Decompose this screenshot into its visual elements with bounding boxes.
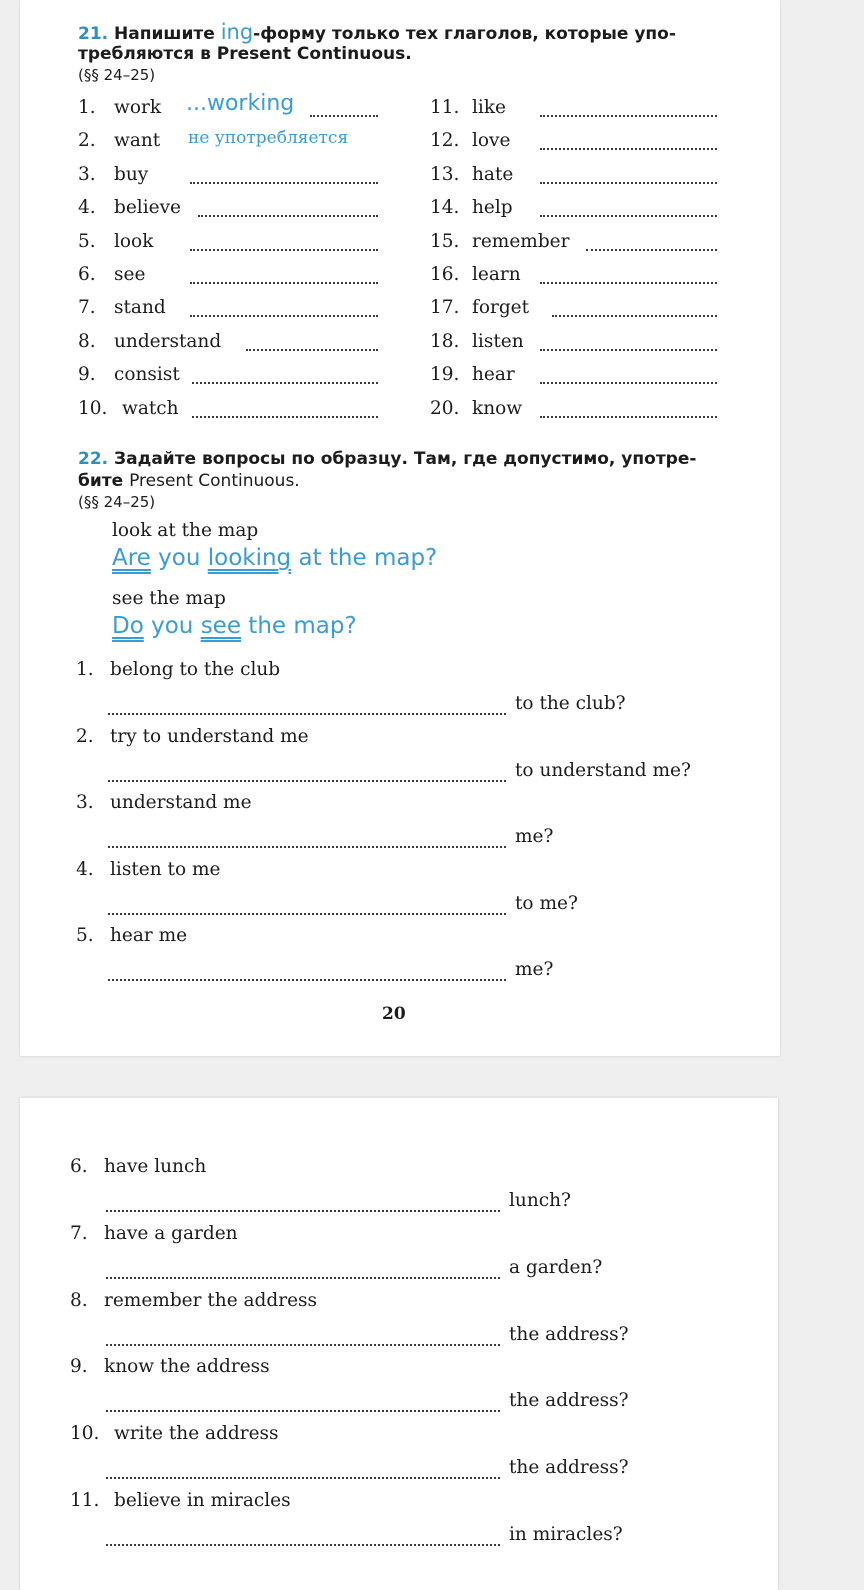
item-ending: me?: [515, 826, 554, 847]
answer-blank: [192, 382, 378, 384]
word: you: [158, 545, 201, 571]
example-1-answer: [112, 545, 437, 571]
item-number: 1.: [78, 97, 96, 118]
item-prompt: try to understand me: [110, 725, 309, 747]
item-number: 8.: [70, 1289, 88, 1311]
item-number: 17.: [430, 297, 460, 319]
item-number: 11.: [70, 1490, 100, 1511]
page-number: 20: [382, 1004, 406, 1024]
item-number: 14.: [430, 197, 460, 219]
verb-label: consist: [114, 364, 180, 386]
item-number: 13.: [430, 163, 460, 185]
verb-label: see: [114, 264, 146, 285]
item-number: 11.: [430, 97, 460, 118]
word: you: [151, 613, 194, 639]
answer-blank: [108, 780, 506, 782]
item-ending: a garden?: [509, 1256, 603, 1278]
item-ending: me?: [515, 959, 554, 980]
item-number: 19.: [430, 364, 460, 386]
word: the map?: [248, 613, 357, 639]
answer-blank: [190, 249, 378, 251]
verb-label: understand: [114, 330, 222, 352]
verb-label: stand: [114, 297, 166, 319]
answer-blank: [192, 416, 378, 418]
item-number: 9.: [70, 1356, 88, 1378]
verb-label: help: [472, 197, 513, 219]
textbook-page-21: [20, 1098, 778, 1590]
example-2-answer: [112, 613, 357, 639]
answer-blank: [190, 182, 378, 184]
answer-blank: [106, 1344, 500, 1346]
handwritten-answer: не употребляется: [188, 128, 349, 149]
answer-blank: [108, 846, 506, 848]
answer-blank: [106, 1544, 500, 1546]
answer-blank: [540, 148, 717, 150]
title-part: -форму только тех глаголов, которые упо-: [253, 24, 676, 44]
answer-blank: [540, 215, 717, 217]
answer-blank: [108, 979, 506, 981]
verb-label: hear: [472, 364, 515, 386]
item-ending: to me?: [515, 892, 578, 914]
exercise-22-ref: (§§ 24–25): [78, 493, 156, 511]
textbook-page-20: [20, 0, 780, 1056]
item-ending: the address?: [509, 1323, 629, 1345]
exercise-22-title: [78, 447, 696, 471]
item-number: 3.: [78, 163, 96, 185]
item-number: 6.: [70, 1156, 88, 1177]
item-number: 12.: [430, 130, 460, 152]
item-number: 3.: [76, 792, 94, 813]
verb-label: learn: [472, 264, 521, 285]
verb-label: watch: [122, 397, 179, 419]
title-part: бите: [78, 471, 124, 491]
answer-blank: [540, 349, 717, 351]
item-number: 7.: [70, 1222, 88, 1244]
item-number: 2.: [76, 725, 94, 747]
item-number: 2.: [78, 130, 96, 152]
item-ending: in miracles?: [509, 1524, 623, 1545]
title-part: Задайте вопросы по образцу. Там, где допустимо, употре-: [114, 449, 697, 469]
item-number: 16.: [430, 264, 460, 285]
verb-label: listen: [472, 330, 524, 352]
item-prompt: have a garden: [104, 1222, 238, 1244]
answer-blank: [586, 249, 717, 251]
exercise-21-title-line2: требляются в Present Continuous.: [78, 44, 412, 64]
answer-blank: [198, 215, 378, 217]
item-number: 15.: [430, 230, 460, 252]
item-number: 6.: [78, 264, 96, 285]
verb-label: like: [472, 97, 506, 118]
item-number: 4.: [76, 858, 94, 880]
title-part: Present Continuous.: [129, 471, 300, 491]
item-prompt: belong to the club: [110, 659, 281, 680]
verb-label: remember: [472, 230, 570, 252]
item-number: 5.: [76, 925, 94, 946]
verb-label: want: [114, 130, 161, 152]
answer-blank: [190, 282, 378, 284]
item-ending: to understand me?: [515, 759, 691, 781]
item-prompt: have lunch: [104, 1156, 207, 1177]
title-part: Напишите: [114, 24, 215, 44]
handwritten-answer: ...working: [186, 91, 295, 116]
exercise-22-title-line2: [78, 469, 300, 493]
item-number: 10.: [78, 397, 108, 419]
item-ending: to the club?: [515, 693, 626, 714]
item-number: 5.: [78, 230, 96, 252]
exercise-21-number: 21.: [78, 24, 109, 44]
item-prompt: believe in miracles: [114, 1490, 291, 1511]
answer-blank: [106, 1210, 500, 1212]
item-ending: the address?: [509, 1457, 629, 1479]
answer-blank: [108, 913, 506, 915]
item-number: 20.: [430, 397, 460, 419]
word: Are: [112, 545, 151, 571]
verb-label: believe: [114, 197, 181, 219]
item-number: 10.: [70, 1423, 100, 1445]
answer-blank: [310, 115, 378, 117]
verb-label: buy: [114, 163, 149, 185]
verb-label: hate: [472, 163, 514, 185]
verb-label: know: [472, 397, 523, 419]
item-prompt: understand me: [110, 792, 252, 813]
answer-blank: [540, 115, 717, 117]
answer-blank: [106, 1277, 500, 1279]
answer-blank: [540, 416, 717, 418]
item-number: 9.: [78, 364, 96, 386]
exercise-21-ref: (§§ 24–25): [78, 66, 156, 84]
verb-label: look: [114, 230, 154, 252]
exercise-22-number: 22.: [78, 449, 109, 469]
verb-label: work: [114, 97, 162, 118]
example-2-prompt: see the map: [112, 588, 226, 609]
answer-blank: [540, 282, 717, 284]
word: looking: [207, 545, 292, 571]
item-prompt: hear me: [110, 925, 188, 946]
item-number: 18.: [430, 330, 460, 352]
answer-blank: [106, 1477, 500, 1479]
word: see: [200, 613, 241, 639]
answer-blank: [190, 315, 378, 317]
item-prompt: remember the address: [104, 1289, 318, 1311]
answer-blank: [106, 1410, 500, 1412]
item-prompt: know the address: [104, 1356, 270, 1378]
answer-blank: [108, 713, 506, 715]
ing-highlight: ing: [220, 20, 254, 44]
item-number: 7.: [78, 297, 96, 319]
answer-blank: [246, 349, 378, 351]
word: Do: [112, 613, 144, 639]
item-prompt: listen to me: [110, 858, 221, 880]
answer-blank: [552, 315, 717, 317]
verb-label: love: [472, 130, 511, 152]
example-1-prompt: look at the map: [112, 520, 259, 541]
answer-blank: [540, 182, 717, 184]
item-ending: the address?: [509, 1390, 629, 1412]
item-number: 8.: [78, 330, 96, 352]
item-number: 4.: [78, 197, 96, 219]
word: at the map?: [298, 545, 438, 571]
item-number: 1.: [76, 659, 94, 680]
verb-label: forget: [472, 297, 530, 319]
item-prompt: write the address: [114, 1423, 279, 1445]
answer-blank: [540, 382, 717, 384]
item-ending: lunch?: [509, 1190, 571, 1211]
